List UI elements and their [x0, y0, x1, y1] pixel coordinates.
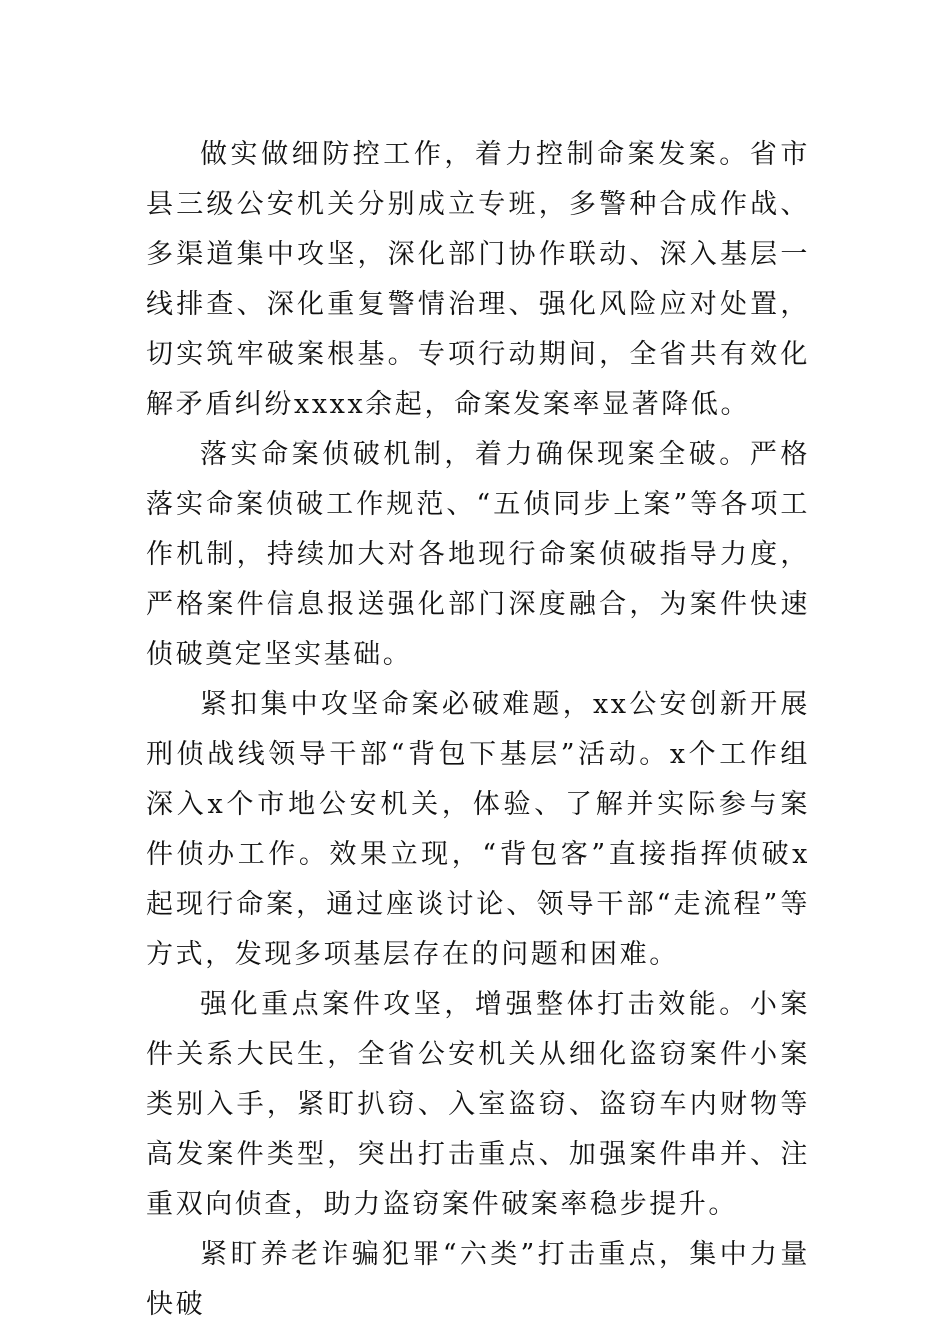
- paragraph-backpack-campaign: 紧扣集中攻坚命案必破难题，xx公安创新开展刑侦战线领导干部“背包下基层”活动。x个工作组深入x个市地公安机关，体验、了解并实际参与案件侦办工作。效果立现，“背包客”直接指挥侦破x起现行命案，通过座谈讨论、领导干部“走流程”等方式，发现多项基层存在的问题和困难。: [146, 689, 810, 970]
- paragraph-prevention-control: 做实做细防控工作，着力控制命案发案。省市县三级公安机关分别成立专班，多警种合成作战、多渠道集中攻坚，深化部门协作联动、深入基层一线排查、深化重复警情治理、强化风险应对处置，切实筑牢破案根基。专项行动期间，全省共有效化解矛盾纠纷xxxx余起，命案发案率显著降低。: [146, 139, 810, 420]
- paragraph-investigation-mechanism: 落实命案侦破机制，着力确保现案全破。严格落实命案侦破工作规范、“五侦同步上案”等各项工作机制，持续加大对各地现行命案侦破指导力度，严格案件信息报送强化部门深度融合，为案件快速侦破奠定坚实基础。: [146, 439, 810, 670]
- paragraph-key-case-crackdown: 强化重点案件攻坚，增强整体打击效能。小案件关系大民生，全省公安机关从细化盗窃案件小案类别入手，紧盯扒窃、入室盗窃、盗窃车内财物等高发案件类型，突出打击重点、加强案件串并、注重双向侦查，助力盗窃案件破案率稳步提升。: [146, 989, 810, 1220]
- document-body: [146, 130, 810, 1330]
- paragraph-elderly-fraud: 紧盯养老诈骗犯罪“六类”打击重点，集中力量快破: [146, 1239, 810, 1320]
